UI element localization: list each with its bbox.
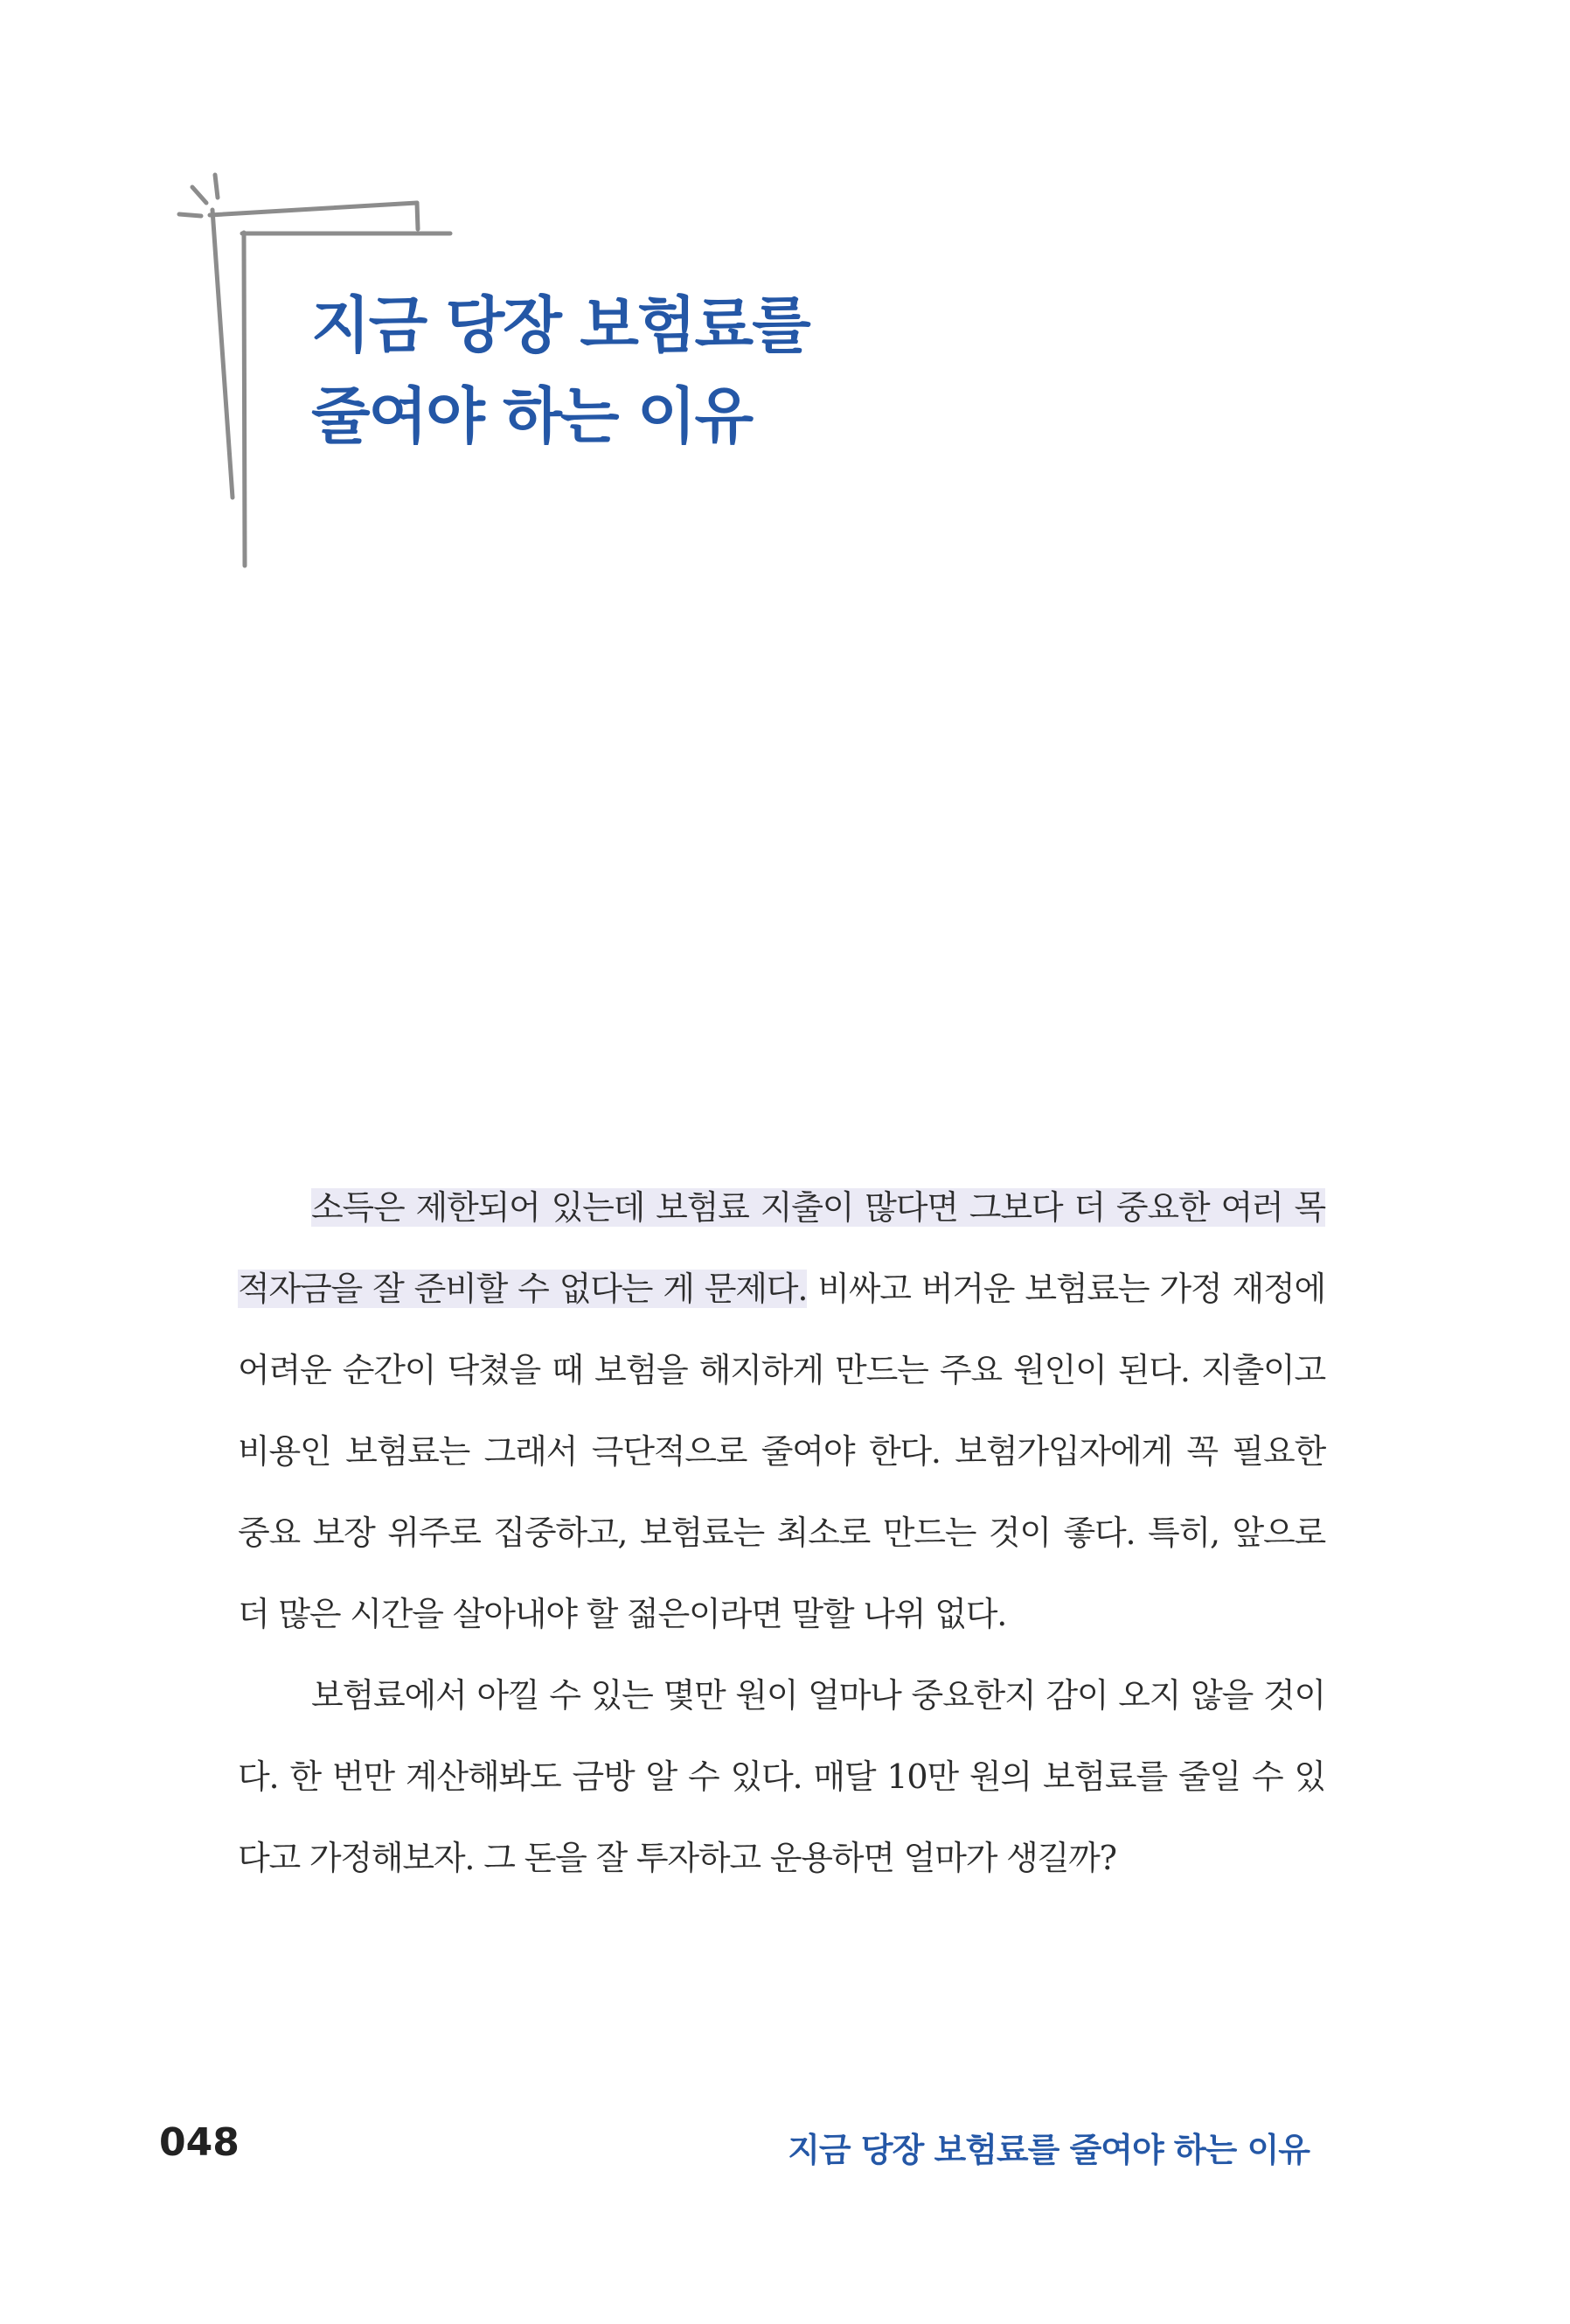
- page-number: 048: [159, 2120, 240, 2165]
- spark-stroke: [215, 175, 218, 198]
- frame-outer-top: [210, 203, 417, 215]
- frame-outer-left: [212, 210, 233, 498]
- frame-outer-right: [417, 203, 418, 229]
- paragraph-1: [238, 1167, 1325, 1655]
- spark-stroke: [192, 187, 206, 203]
- highlighted-text: 소득은 제한되어 있는데 보험료 지출이 많다면 그보다 더 중요한 여러 목적자금을 잘 준비할 수 없다는 게 문제다.: [238, 1188, 1325, 1308]
- chapter-title-line-1: 지금 당장 보험료를: [311, 289, 809, 361]
- chapter-title: [311, 280, 809, 462]
- spark-stroke: [179, 214, 201, 216]
- paragraph-2: 보험료에서 아낄 수 있는 몇만 원이 얼마나 중요한지 감이 오지 않을 것이다. 한 번만 계산해봐도 금방 알 수 있다. 매달 10만 원의 보험료를 줄일 수 있다고 가정해보자. 그 돈을 잘 투자하고 운용하면 얼마가 생길까?: [238, 1676, 1325, 1877]
- chapter-title-line-2: 줄여야 하는 이유: [311, 380, 753, 452]
- body-text: [238, 1167, 1325, 1899]
- frame-inner-left: [244, 233, 245, 566]
- paragraph-1-rest: 비싸고 버거운 보험료는 가정 재정에 어려운 순간이 닥쳤을 때 보험을 해지하게 만드는 주요 원인이 된다. 지출이고 비용인 보험료는 그래서 극단적으로 줄여야 한다. 보험가입자에게 꼭 필요한 중요 보장 위주로 집중하고, 보험료는 최소로 만드는 것이 좋다. 특히, 앞으로 더 많은 시간을 살아내야 할 젊은이라면 말할 나위 없다.: [238, 1270, 1325, 1633]
- running-title: 지금 당장 보험료를 줄여야 하는 이유: [788, 2131, 1309, 2169]
